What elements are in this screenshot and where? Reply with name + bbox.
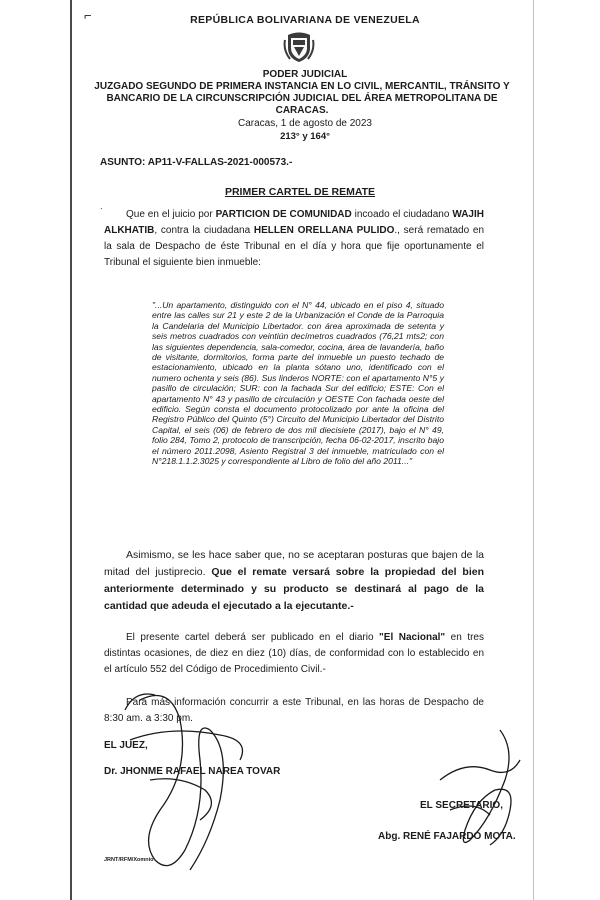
plaintiff-name: WAJIH ALKHATIB (104, 209, 484, 236)
newspaper-name: "El Nacional" (379, 632, 446, 643)
publication-paragraph: El presente cartel deberá ser publicado en el diario "El Nacional" en tres distintas ocasiones, de diez en diez (10) días, de conformidad con lo establecido en el artículo 552 del Código de Procedimiento Civil.- (104, 632, 484, 675)
court-name: JUZGADO SEGUNDO DE PRIMERA INSTANCIA EN LO CIVIL, MERCANTIL, TRÁNSITO Y BANCARIO DE LA CIRCUNSCRIPCIÓN JUDICIAL DEL ÁREA METROPOLITANA DE CARACAS. (94, 81, 510, 116)
secretary-label: EL SECRETARIO, (420, 800, 503, 811)
defendant-name: HELLEN ORELLANA PULIDO (253, 225, 395, 236)
secretary-signature (420, 720, 530, 850)
auction-terms-emphasis: Que el remate versará sobre la propiedad del bien anteriormente determinado y su producto se destinará al pago de la cantidad que adeuda el ejecutado a la ejecutante.- (104, 566, 484, 612)
scan-edge-left (70, 0, 72, 900)
judge-name: Dr. JHONME RAFAEL NAREA TOVAR (104, 766, 281, 777)
judge-signature (110, 680, 270, 880)
scan-edge-right (533, 0, 534, 900)
place-date: Caracas, 1 de agosto de 2023 (238, 118, 372, 129)
intro-paragraph: Que en el juicio por PARTICION DE COMUNIDAD incoado el ciudadano WAJIH ALKHATIB, contra la ciudadana HELLEN ORELLANA PULIDO., será rematado en la sala de Despacho de éste Tribunal en el día y hora que fije oportunamente el Tribunal el siguiente bien inmueble: (104, 209, 485, 268)
information-paragraph: Para más información concurrir a este Tribunal, en las horas de Despacho de 8:30 am. a 3:30 pm. (104, 697, 484, 724)
republic-heading: REPÚBLICA BOLIVARIANA DE VENEZUELA (190, 14, 420, 26)
document-title: PRIMER CARTEL DE REMATE (224, 186, 376, 198)
judicial-branch: PODER JUDICIAL (262, 69, 348, 80)
case-subject: ASUNTO: AP11-V-FALLAS-2021-000573.- (100, 157, 293, 168)
case-type: PARTICION DE COMUNIDAD (215, 209, 352, 220)
years-notation: 213° y 164° (280, 131, 330, 142)
auction-terms-paragraph: Asimismo, se les hace saber que, no se aceptaran posturas que bajen de la mitad del justiprecio. Que el remate versará sobre la propiedad del bien anteriormente determinado y su producto se destinará al pago de la cantidad que adeuda el ejecutado a la ejecutante.- (104, 549, 484, 612)
coat-of-arms-seal (282, 30, 316, 64)
scan-corner-mark: ⌐ (84, 8, 92, 23)
typist-initials: JRNT/RFM/Xomnio (104, 857, 154, 863)
secretary-name: Abg. RENÉ FAJARDO MOTA. (378, 831, 516, 842)
scan-tick-mark: ˙ (100, 207, 104, 219)
property-description: "...Un apartamento, distinguido con el N° 44, ubicado en el piso 4, situado entre las calles sur 21 y este 2 de la Urbanización el Conde de la Parroquia la Candelaria del Municipio Libertador. con área aproximada de setenta y seis metros cuadrados con veintiún decímetros cuadrados (76,21 mts2; con las siguientes dependencia, sala-comedor, cocina, área de lavandería, baño de visitante, dormitorios, forma parte del inmueble un puesto techado de estacionamiento, ubicado en la planta sótano uno, identificado con el numero ochenta y seis (86). Sus linderos NORTE: con el apartamento N°5 y pasillo de circulación; SUR: con la fachada Sur del edificio; ESTE: Con el apartamento N° 43 y pasillo de circulación y OESTE Con fachada oeste del edificio. Según consta el documento protocolizado por ante la oficina del Registro Público del Quinto (5°) Circuito del Municipio Libertador del Distrito Capital, el seis (06) de febrero de dos mil diecisiete (2017), bajo el N° 49, folio 284, Tomo 2, protocolo de transcripción, fecha 06-02-2017, inscrito bajo el número 2011.2098, Asiento Registral 3 del inmueble, matriculado con el N°218.1.1.2.3025 y correspondiente al Libro de folio del año 2011..." (152, 300, 444, 467)
judge-label: EL JUEZ, (104, 740, 148, 751)
